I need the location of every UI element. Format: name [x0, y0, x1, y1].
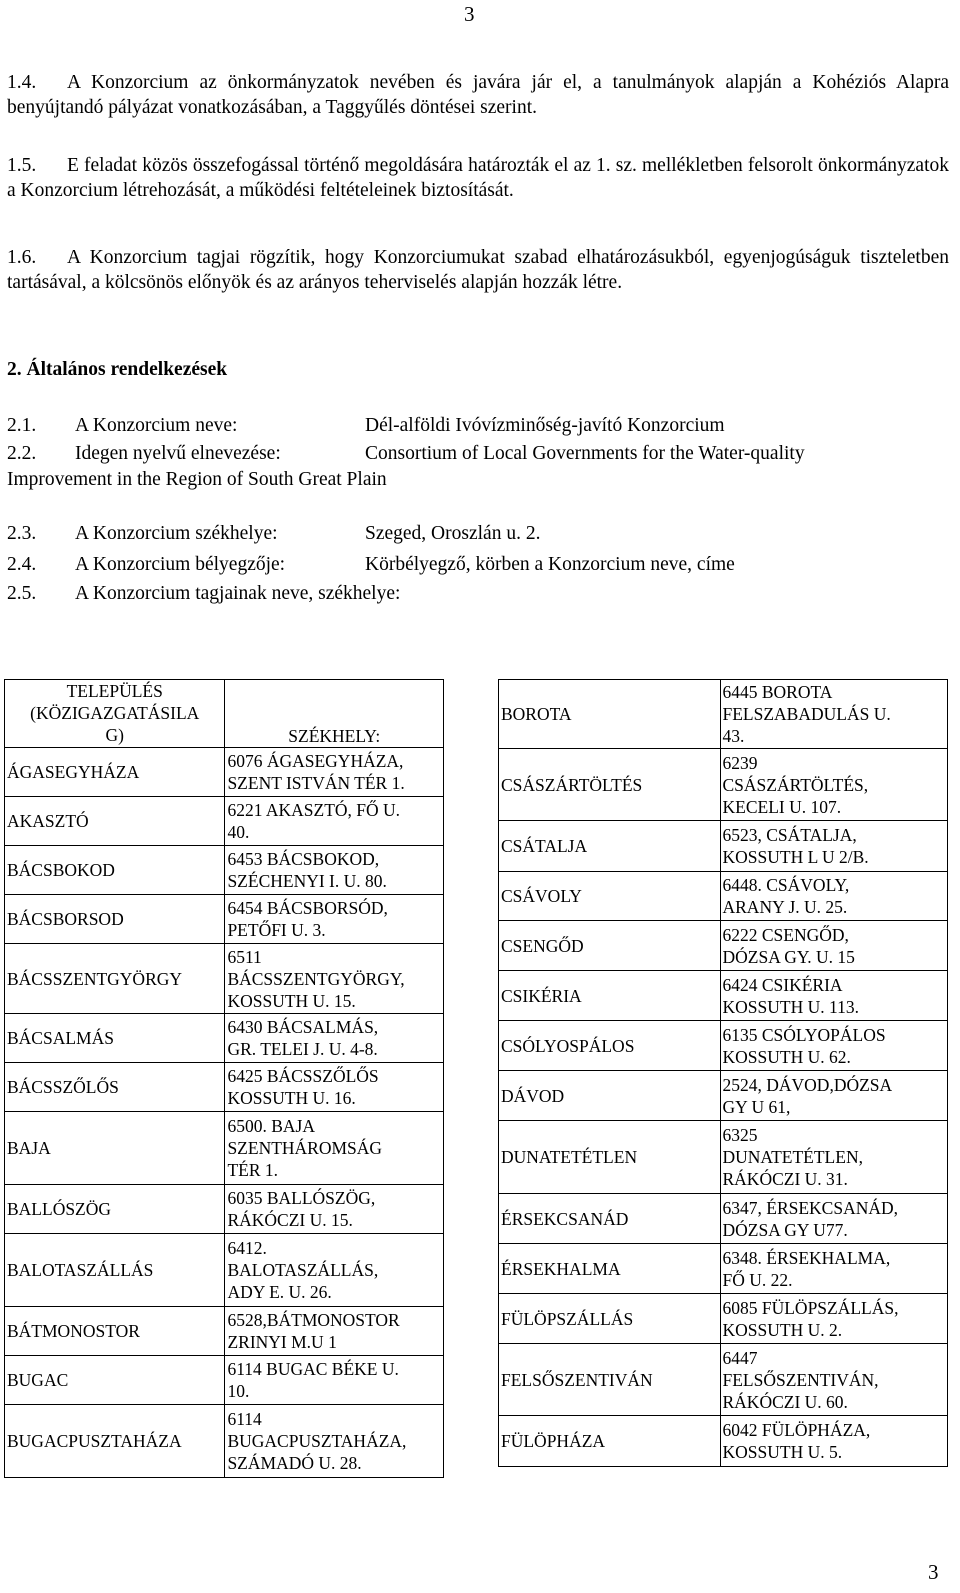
item-value: Dél-alföldi Ivóvízminőség-javító Konzorcium — [365, 415, 725, 436]
address-line: BUGACPUSZTAHÁZA, — [227, 1431, 407, 1451]
settlement-name: BALOTASZÁLLÁS — [5, 1234, 225, 1307]
item-2-2 — [7, 441, 805, 466]
item-2-1 — [7, 413, 725, 438]
address-line: 6076 ÁGASEGYHÁZA, — [227, 751, 404, 771]
address-line: 6348. ÉRSEKHALMA, — [722, 1247, 891, 1268]
table-row — [499, 821, 948, 872]
address-line: KOSSUTH U. 5. — [722, 1442, 843, 1462]
settlement-address — [720, 749, 948, 821]
settlement-name: ÉRSEKHALMA — [499, 1244, 721, 1294]
address-line: KECELI U. 107. — [722, 796, 842, 817]
address-line: 6424 CSIKÉRIA — [722, 974, 843, 995]
paragraph-1-4 — [7, 70, 949, 120]
address-line: 6412. — [227, 1238, 267, 1258]
address-line: 6042 FÜLÖPHÁZA, — [722, 1420, 871, 1440]
item-label: A Konzorcium neve: — [75, 415, 238, 436]
settlement-name: BUGAC — [5, 1356, 225, 1405]
settlement-name: CSÓLYOSPÁLOS — [499, 1021, 721, 1071]
item-number: 2.2. — [7, 443, 37, 464]
settlement-name: BÁCSBOKOD — [5, 846, 225, 895]
item-label: Idegen nyelvű elnevezése: — [75, 443, 281, 464]
item-value: Consortium of Local Governments for the Water-quality — [365, 443, 805, 464]
address-line: 6425 BÁCSSZŐLŐS — [227, 1066, 379, 1086]
settlement-address — [225, 1356, 444, 1405]
settlement-name: CSÁVOLY — [499, 872, 721, 921]
settlement-address — [720, 821, 948, 872]
table-row — [499, 1194, 948, 1244]
settlement-name: CSÁSZÁRTÖLTÉS — [499, 749, 721, 821]
address-line: PETŐFI U. 3. — [227, 920, 326, 940]
table-row — [5, 748, 444, 797]
table-row — [499, 872, 948, 921]
members-table-left — [4, 679, 444, 1478]
settlement-address — [720, 1071, 948, 1121]
address-line: KOSSUTH L U 2/B. — [722, 847, 869, 867]
table-row — [499, 1021, 948, 1071]
item-number: 2.5. — [7, 583, 37, 604]
address-line: 43. — [722, 726, 745, 746]
address-line: 6239 — [722, 752, 758, 773]
address-line: 6453 BÁCSBOKOD, — [227, 849, 380, 869]
address-line: 40. — [227, 822, 250, 842]
paragraph-1-5 — [7, 153, 949, 203]
settlement-name: BOROTA — [499, 680, 721, 749]
address-line: 6035 BALLÓSZÖG, — [227, 1188, 376, 1208]
item-2-4 — [7, 552, 735, 577]
address-line: 6447 — [722, 1347, 758, 1368]
header-line: G) — [105, 725, 124, 745]
address-line: 6085 FÜLÖPSZÁLLÁS, — [722, 1297, 899, 1318]
settlement-address — [225, 1185, 444, 1234]
settlement-address — [225, 748, 444, 797]
address-line: FELSZABADULÁS U. — [722, 704, 891, 724]
address-line: 6347, ÉRSEKCSANÁD, — [722, 1197, 899, 1218]
address-line: SZENTHÁROMSÁG — [227, 1138, 383, 1158]
settlement-name: DUNATETÉTLEN — [499, 1121, 721, 1194]
address-line: 6222 CSENGŐD, — [722, 924, 849, 945]
table-row — [5, 1014, 444, 1063]
settlement-name: FELSŐSZENTIVÁN — [499, 1344, 721, 1416]
settlement-name: BÁCSSZŐLŐS — [5, 1063, 225, 1112]
item-label: A Konzorcium székhelye: — [75, 523, 278, 544]
members-table-right — [498, 679, 948, 1467]
settlement-address — [720, 1294, 948, 1344]
table-row — [5, 944, 444, 1014]
page-number-top: 3 — [464, 2, 475, 26]
paragraph-text: A Konzorcium tagjai rögzítik, hogy Konzorciumukat szabad elhatározásukból, egyenjogúságuk tiszteletben tartásával, a kölcsönös előnyök és az arányos teherviselés alapján hozzák létre. — [7, 247, 949, 293]
item-label: A Konzorcium tagjainak neve, székhelye: — [75, 583, 401, 604]
address-line: SZENT ISTVÁN TÉR 1. — [227, 773, 405, 793]
settlement-address — [225, 846, 444, 895]
address-line: 6135 CSÓLYOPÁLOS — [722, 1024, 886, 1045]
table-row — [5, 1234, 444, 1307]
address-line: KOSSUTH U. 2. — [722, 1319, 843, 1340]
table-row — [499, 971, 948, 1021]
address-line: 6528,BÁTMONOSTOR — [227, 1310, 400, 1330]
address-line: BALOTASZÁLLÁS, — [227, 1260, 379, 1280]
address-line: 10. — [227, 1381, 250, 1401]
settlement-address — [720, 1344, 948, 1416]
address-line: 6445 BOROTA — [722, 682, 833, 702]
address-line: 6448. CSÁVOLY, — [722, 875, 850, 895]
address-line: SZÉCHENYI I. U. 80. — [227, 871, 387, 891]
address-line: RÁKÓCZI U. 60. — [722, 1391, 848, 1412]
table-row — [499, 749, 948, 821]
address-line: 6500. BAJA — [227, 1116, 315, 1136]
address-line: GY U 61, — [722, 1096, 791, 1117]
settlement-address — [720, 872, 948, 921]
item-number: 2.3. — [7, 523, 37, 544]
item-number: 2.4. — [7, 554, 37, 575]
address-line: DÓZSA GY U77. — [722, 1219, 848, 1240]
header-seat: SZÉKHELY: — [225, 680, 444, 748]
address-line: KOSSUTH U. 113. — [722, 996, 859, 1017]
address-line: BÁCSSZENTGYÖRGY, — [227, 968, 405, 989]
table-row — [5, 1307, 444, 1356]
table-row — [499, 1416, 948, 1467]
header-line: TELEPÜLÉS — [66, 681, 163, 701]
address-line: DÓZSA GY. U. 15 — [722, 946, 855, 967]
settlement-address — [720, 1121, 948, 1194]
address-line: RÁKÓCZI U. 15. — [227, 1210, 353, 1230]
address-line: 6511 — [227, 946, 262, 967]
settlement-name: ÉRSEKCSANÁD — [499, 1194, 721, 1244]
address-line: TÉR 1. — [227, 1160, 279, 1180]
settlement-address — [720, 1021, 948, 1071]
paragraph-1-6 — [7, 245, 949, 295]
table-row — [5, 797, 444, 846]
table-row — [5, 895, 444, 944]
header-settlement — [5, 680, 225, 748]
paragraph-number: 1.5. — [7, 155, 37, 176]
address-line: 6325 — [722, 1125, 758, 1145]
settlement-address — [225, 1405, 444, 1478]
settlement-name: BUGACPUSZTAHÁZA — [5, 1405, 225, 1478]
item-label: A Konzorcium bélyegzője: — [75, 554, 286, 575]
address-line: ARANY J. U. 25. — [722, 897, 848, 917]
address-line: DUNATETÉTLEN, — [722, 1147, 863, 1167]
paragraph-number: 1.6. — [7, 247, 37, 268]
settlement-name: BÁCSSZENTGYÖRGY — [5, 944, 225, 1014]
settlement-address — [225, 1063, 444, 1112]
settlement-name: DÁVOD — [499, 1071, 721, 1121]
item-value: Körbélyegző, körben a Konzorcium neve, címe — [365, 554, 735, 575]
settlement-name: BÁCSALMÁS — [5, 1014, 225, 1063]
settlement-name: FÜLÖPSZÁLLÁS — [499, 1294, 721, 1344]
settlement-name: CSÁTALJA — [499, 821, 721, 872]
address-line: 6221 AKASZTÓ, FŐ U. — [227, 800, 401, 820]
settlement-address — [225, 1234, 444, 1307]
address-line: KOSSUTH U. 16. — [227, 1088, 356, 1108]
settlement-name: CSENGŐD — [499, 921, 721, 971]
address-line: FELSŐSZENTIVÁN, — [722, 1369, 879, 1390]
settlement-address — [225, 797, 444, 846]
table-row — [5, 1063, 444, 1112]
paragraph-text: A Konzorcium az önkormányzatok nevében és javára jár el, a tanulmányok alapján a Kohéziós Alapra benyújtandó pályázat vonatkozásában, a Taggyűlés döntései szerint. — [7, 72, 949, 118]
paragraph-text: E feladat közös összefogással történő megoldására határozták el az 1. sz. mellékletben felsorolt önkormányzatok a Konzorcium létrehozását, a működési feltételeinek biztosítását. — [7, 155, 949, 201]
item-value: Szeged, Oroszlán u. 2. — [365, 523, 541, 544]
settlement-address — [720, 921, 948, 971]
settlement-name: BAJA — [5, 1112, 225, 1185]
settlement-name: BÁTMONOSTOR — [5, 1307, 225, 1356]
settlement-address — [720, 971, 948, 1021]
settlement-address — [720, 680, 948, 749]
address-line: 2524, DÁVOD,DÓZSA — [722, 1074, 893, 1095]
table-row — [499, 1294, 948, 1344]
settlement-name: BÁCSBORSOD — [5, 895, 225, 944]
table-row — [5, 1356, 444, 1405]
section-heading: 2. Általános rendelkezések — [7, 359, 228, 380]
table-row — [499, 1121, 948, 1194]
table-row — [5, 846, 444, 895]
address-line: ADY E. U. 26. — [227, 1282, 332, 1302]
address-line: KOSSUTH U. 62. — [722, 1046, 851, 1067]
table-row — [499, 1244, 948, 1294]
header-line: (KÖZIGAZGATÁSILA — [30, 703, 200, 723]
address-line: FŐ U. 22. — [722, 1269, 793, 1290]
address-line: ZRINYI M.U 1 — [227, 1332, 337, 1352]
settlement-name: BALLÓSZÖG — [5, 1185, 225, 1234]
settlement-address — [225, 944, 444, 1014]
page-number-bottom: 3 — [928, 1560, 939, 1584]
address-line: GR. TELEI J. U. 4-8. — [227, 1039, 378, 1059]
address-line: 6523, CSÁTALJA, — [722, 825, 857, 845]
settlement-name: FÜLÖPHÁZA — [499, 1416, 721, 1467]
address-line: CSÁSZÁRTÖLTÉS, — [722, 774, 869, 795]
table-row — [499, 680, 948, 749]
table-row — [499, 1344, 948, 1416]
item-2-5 — [7, 581, 400, 606]
table-row — [5, 1405, 444, 1478]
settlement-address — [720, 1416, 948, 1467]
table-row — [5, 1185, 444, 1234]
address-line: SZÁMADÓ U. 28. — [227, 1453, 362, 1473]
settlement-address — [720, 1194, 948, 1244]
settlement-address — [225, 1014, 444, 1063]
settlement-address — [225, 1112, 444, 1185]
item-number: 2.1. — [7, 415, 37, 436]
address-line: 6454 BÁCSBORSÓD, — [227, 898, 388, 918]
settlement-name: ÁGASEGYHÁZA — [5, 748, 225, 797]
address-line: 6430 BÁCSALMÁS, — [227, 1017, 379, 1037]
paragraph-number: 1.4. — [7, 72, 37, 93]
item-2-3 — [7, 521, 540, 546]
settlement-name: CSIKÉRIA — [499, 971, 721, 1021]
settlement-address — [225, 1307, 444, 1356]
table-row — [499, 921, 948, 971]
address-line: KOSSUTH U. 15. — [227, 990, 356, 1011]
address-line: RÁKÓCZI U. 31. — [722, 1169, 848, 1189]
table-header-row — [5, 680, 444, 748]
settlement-name: AKASZTÓ — [5, 797, 225, 846]
settlement-address — [225, 895, 444, 944]
table-row — [5, 1112, 444, 1185]
item-2-2-continuation: Improvement in the Region of South Great Plain — [7, 469, 387, 490]
settlement-address — [720, 1244, 948, 1294]
table-row — [499, 1071, 948, 1121]
address-line: 6114 — [227, 1409, 262, 1429]
address-line: 6114 BUGAC BÉKE U. — [227, 1359, 399, 1379]
